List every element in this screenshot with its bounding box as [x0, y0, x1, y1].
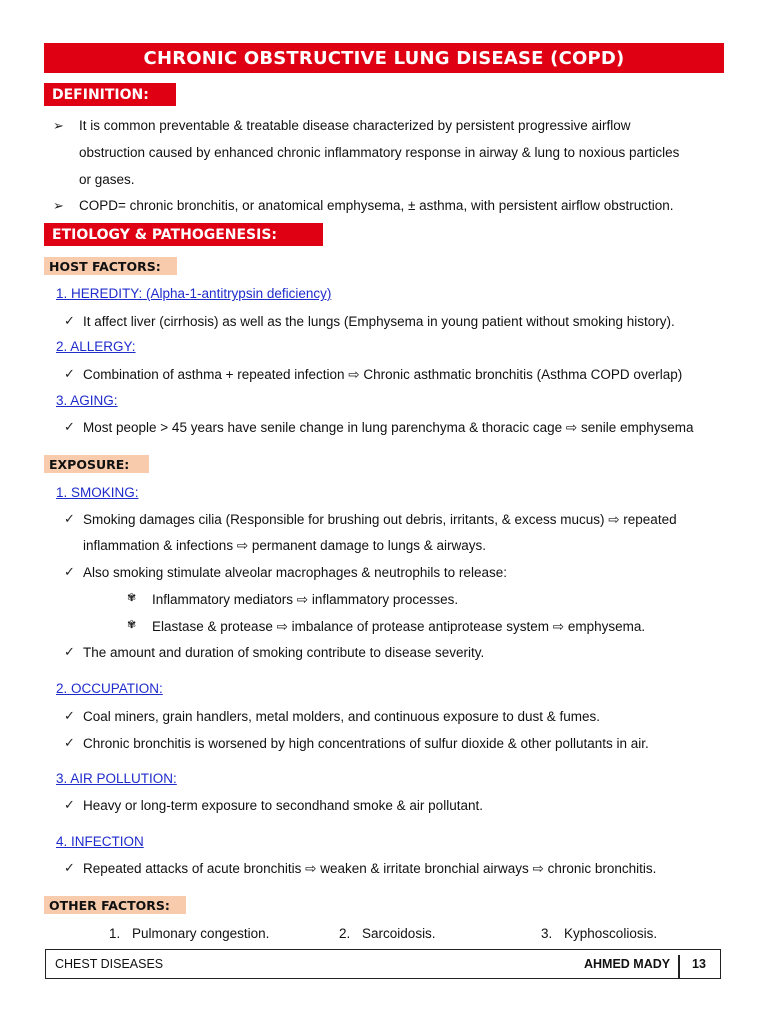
footer-section-name: CHEST DISEASES	[55, 957, 164, 971]
smoking-subheading: 1. SMOKING:	[56, 485, 139, 500]
definition-line-2: obstruction caused by enhanced chronic inflammatory response in airway & lung to noxious particles	[79, 145, 680, 160]
smoking-item-2: Also smoking stimulate alveolar macrophages & neutrophils to release:	[83, 565, 507, 580]
smoking-item-1-line-1: Smoking damages cilia (Responsible for brushing out debris, irritants, & excess mucus) ⇨ repeated	[83, 512, 677, 527]
occupation-item-1: Coal miners, grain handlers, metal molders, and continuous exposure to dust & fumes.	[83, 709, 601, 724]
smoking-item-1-line-2: inflammation & infections ⇨ permanent damage to lungs & airways.	[83, 538, 487, 553]
infection-item: Repeated attacks of acute bronchitis ⇨ weaken & irritate bronchial airways ⇨ chronic bronchitis.	[83, 861, 657, 876]
check-icon: ✓	[64, 313, 75, 328]
occupation-item-2: Chronic bronchitis is worsened by high concentrations of sulfur dioxide & other pollutants in air.	[83, 736, 649, 751]
allergy-subheading: 2. ALLERGY:	[56, 339, 136, 354]
footer-divider	[678, 955, 680, 979]
allergy-item: Combination of asthma + repeated infection ⇨ Chronic asthmatic bronchitis (Asthma COPD overlap)	[83, 367, 683, 382]
other-factor-item	[541, 925, 657, 942]
arrow-bullet-icon: ➢	[53, 198, 64, 213]
aging-item: Most people > 45 years have senile change in lung parenchyma & thoracic cage ⇨ senile emphysema	[83, 420, 694, 435]
other-factor-number: 1.	[109, 926, 121, 941]
check-icon: ✓	[64, 860, 75, 875]
other-factors-heading: OTHER FACTORS:	[44, 896, 186, 914]
check-icon: ✓	[64, 564, 75, 579]
definition-bullet-2: COPD= chronic bronchitis, or anatomical emphysema, ± asthma, with persistent airflow obstruction.	[79, 198, 674, 213]
other-factor-number: 2.	[339, 926, 351, 941]
definition-line-1: It is common preventable & treatable disease characterized by persistent progressive airflow	[79, 118, 631, 133]
check-icon: ✓	[64, 735, 75, 750]
definition-line-3: or gases.	[79, 172, 135, 187]
infection-subheading: 4. INFECTION	[56, 834, 144, 849]
occupation-subheading: 2. OCCUPATION:	[56, 681, 163, 696]
check-icon: ✓	[64, 708, 75, 723]
definition-heading: DEFINITION:	[44, 83, 176, 106]
flower-bullet-icon: ✾	[127, 619, 137, 631]
other-factor-item	[339, 925, 436, 942]
check-icon: ✓	[64, 644, 75, 659]
smoking-sub-2: Elastase & protease ⇨ imbalance of protease antiprotease system ⇨ emphysema.	[152, 619, 646, 634]
footer-page-number: 13	[692, 957, 706, 971]
heredity-subheading: 1. HEREDITY: (Alpha-1-antitrypsin deficiency)	[56, 286, 332, 301]
other-factor-number: 3.	[541, 926, 553, 941]
page-title: CHRONIC OBSTRUCTIVE LUNG DISEASE (COPD)	[44, 43, 724, 73]
other-factor-item	[109, 925, 269, 942]
smoking-item-3: The amount and duration of smoking contribute to disease severity.	[83, 645, 485, 660]
exposure-heading: EXPOSURE:	[44, 455, 149, 473]
air-pollution-item: Heavy or long-term exposure to secondhand smoke & air pollutant.	[83, 798, 483, 813]
smoking-sub-1: Inflammatory mediators ⇨ inflammatory processes.	[152, 592, 459, 607]
other-factor-text: Kyphoscoliosis.	[564, 926, 658, 941]
other-factor-text: Pulmonary congestion.	[132, 926, 270, 941]
host-factors-heading: HOST FACTORS:	[44, 257, 177, 275]
etiology-heading: ETIOLOGY & PATHOGENESIS:	[44, 223, 323, 246]
arrow-bullet-icon: ➢	[53, 118, 64, 133]
flower-bullet-icon: ✾	[127, 592, 137, 604]
check-icon: ✓	[64, 366, 75, 381]
air-pollution-subheading: 3. AIR POLLUTION:	[56, 771, 177, 786]
other-factor-text: Sarcoidosis.	[362, 926, 436, 941]
check-icon: ✓	[64, 511, 75, 526]
footer-author: AHMED MADY	[584, 957, 671, 971]
heredity-item: It affect liver (cirrhosis) as well as the lungs (Emphysema in young patient without smoking history).	[83, 314, 675, 329]
aging-subheading: 3. AGING:	[56, 393, 118, 408]
check-icon: ✓	[64, 419, 75, 434]
check-icon: ✓	[64, 797, 75, 812]
